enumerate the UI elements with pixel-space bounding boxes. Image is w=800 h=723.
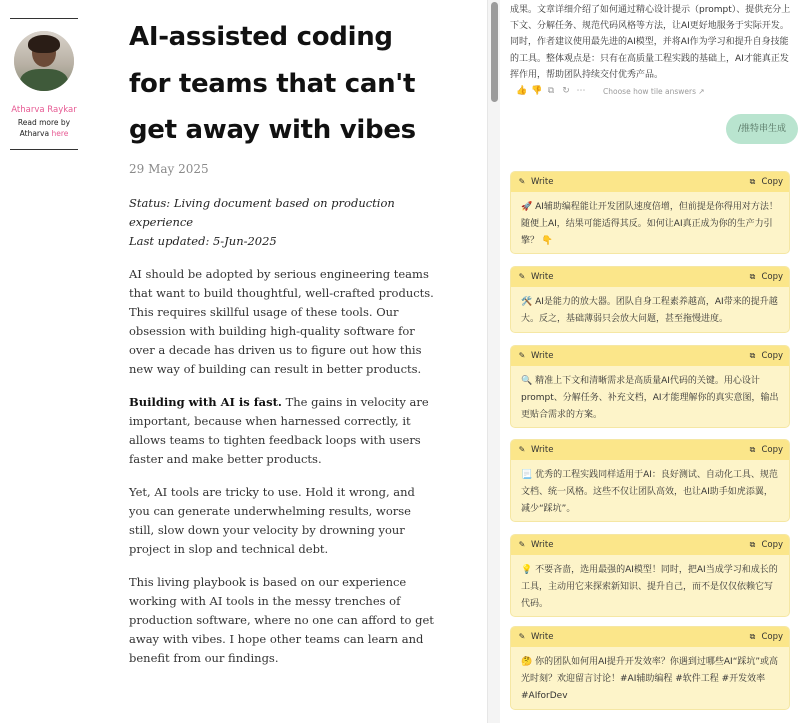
write-label: Write [531,540,554,550]
write-label: Write [531,445,554,455]
article-paragraph: Yet, AI tools are tricky to use. Hold it wrong, and you can generate underwhelming results, worse still, slow down your velocity by drowning your project in slop and technical debt. [129,484,415,556]
last-updated-line: Last updated: 5-Jun-2025 [129,233,277,248]
chat-pane [500,0,800,723]
thumbs-up-icon[interactable]: 👍 [516,86,528,96]
thumbs-down-icon[interactable]: 👎 [531,86,543,96]
card-text: 💡 不要吝啬，选用最强的AI模型！同时，把AI当成学习和成长的工具，主动用它来探索新知识、提升自己，而不是仅仅依赖它写代码。 [521,565,778,609]
bold-lead: Building with AI is fast. [129,394,282,409]
write-card [510,171,790,254]
write-label: Write [531,632,554,642]
paragraph-text: The gains in velocity are important, because when harnessed correctly, it allows teams to tighten feedback loops with users faster and make better products. [129,394,429,466]
copy-button[interactable] [747,540,783,550]
copy-label: Copy [761,351,783,361]
status-line: Status: Living document based on production experience [129,195,395,229]
regenerate-icon[interactable]: ↻ [562,86,570,96]
read-more-text [10,118,78,139]
card-header [511,346,789,366]
author-name[interactable]: Atharva Raykar [11,105,77,115]
write-card [510,534,790,617]
pencil-icon: ✎ [518,445,526,454]
copy-icon[interactable]: ⧉ [547,86,555,96]
copy-icon: ⧉ [749,632,756,641]
card-text: 📃 优秀的工程实践同样适用于AI：良好测试、自动化工具、规范文档、统一风格。这些不仅让团队高效，也让AI助手如虎添翼，减少“踩坑”。 [521,470,778,514]
divider [10,149,78,150]
pencil-icon: ✎ [518,351,526,360]
copy-label: Copy [761,632,783,642]
copy-label: Copy [761,177,783,187]
write-card [510,439,790,522]
user-message-bubble: /推特串生成 [726,114,798,144]
card-header [511,627,789,647]
feedback-row [516,84,705,98]
divider [10,18,78,19]
pencil-icon: ✎ [518,272,526,281]
pencil-icon: ✎ [518,540,526,549]
copy-icon: ⧉ [749,540,756,549]
article-title: AI-assisted coding for teams that can't get away with vibes [129,22,416,145]
card-header [511,440,789,460]
article-content [129,14,439,668]
card-text: 🚀 AI辅助编程能让开发团队速度倍增，但前提是你得用对方法！随便上AI，结果可能适得其反。如何让AI真正成为你的生产力引擎？ 👇 [521,202,778,246]
card-header [511,267,789,287]
copy-label: Copy [761,445,783,455]
write-card [510,266,790,333]
write-card [510,626,790,710]
copy-icon: ⧉ [749,177,756,186]
author-avatar[interactable] [14,31,74,91]
more-icon[interactable]: ⋯ [576,86,586,96]
article-date: 29 May 2025 [129,161,209,176]
copy-icon: ⧉ [749,445,756,454]
read-more-link[interactable]: here [51,128,69,138]
article-status [129,194,439,251]
copy-button[interactable] [747,351,783,361]
author-box [10,18,78,150]
read-more-prefix: Read more by Atharva [17,118,71,138]
write-label: Write [531,351,554,361]
copy-button[interactable] [747,632,783,642]
card-text: 🛠️ AI是能力的放大器。团队自身工程素养越高，AI带来的提升越大。反之，基础薄弱只会放大问题，甚至拖慢进度。 [521,297,778,324]
copy-icon: ⧉ [749,351,756,360]
copy-button[interactable] [747,177,783,187]
card-text: 🤔 你的团队如何用AI提升开发效率？你遇到过哪些AI“踩坑”或高光时刻？欢迎留言讨论！#AI辅助编程 #软件工程 #开发效率 #AIforDev [521,657,779,701]
write-label: Write [531,272,554,282]
card-header [511,535,789,555]
pencil-icon: ✎ [518,177,526,186]
copy-button[interactable] [747,445,783,455]
copy-button[interactable] [747,272,783,282]
scrollbar[interactable] [487,0,500,723]
write-label: Write [531,177,554,187]
pencil-icon: ✎ [518,632,526,641]
card-header [511,172,789,192]
copy-label: Copy [761,540,783,550]
copy-icon: ⧉ [749,272,756,281]
article-paragraph: This living playbook is based on our experience working with AI tools in the messy trenches of production software, where no one can afford to get away with vibes. I hope other teams can learn and benefit from our findings. [129,574,434,665]
card-text: 🔍 精准上下文和清晰需求是高质量AI代码的关键。用心设计prompt、分解任务、补充文档，AI才能理解你的真实意图，输出更贴合需求的方案。 [521,376,779,420]
article-paragraph: AI should be adopted by serious engineering teams that want to build thoughtful, well-crafted products. This requires skillful usage of these tools. Our obsession with building high-quality software for over a decade has driven us to figure out how this new way of building can result in better products. [129,266,434,376]
assistant-answer-text: 成果。文章详细介绍了如何通过精心设计提示（prompt）、提供充分上下文、分解任务、规范代码风格等方法，让AI更好地服务于实际开发。同时，作者建议使用最先进的AI模型，并将AI作为学习和提升自身技能的工具。整体观点是：只有在高质量工程实践的基础上，AI才能真正发挥作用，帮助团队持续交付优秀产品。 [510,5,791,80]
write-card [510,345,790,428]
feedback-link[interactable]: Choose how tile answers ↗ [603,86,705,96]
article-paragraph [129,393,439,469]
copy-label: Copy [761,272,783,282]
scroll-thumb[interactable] [491,2,498,102]
